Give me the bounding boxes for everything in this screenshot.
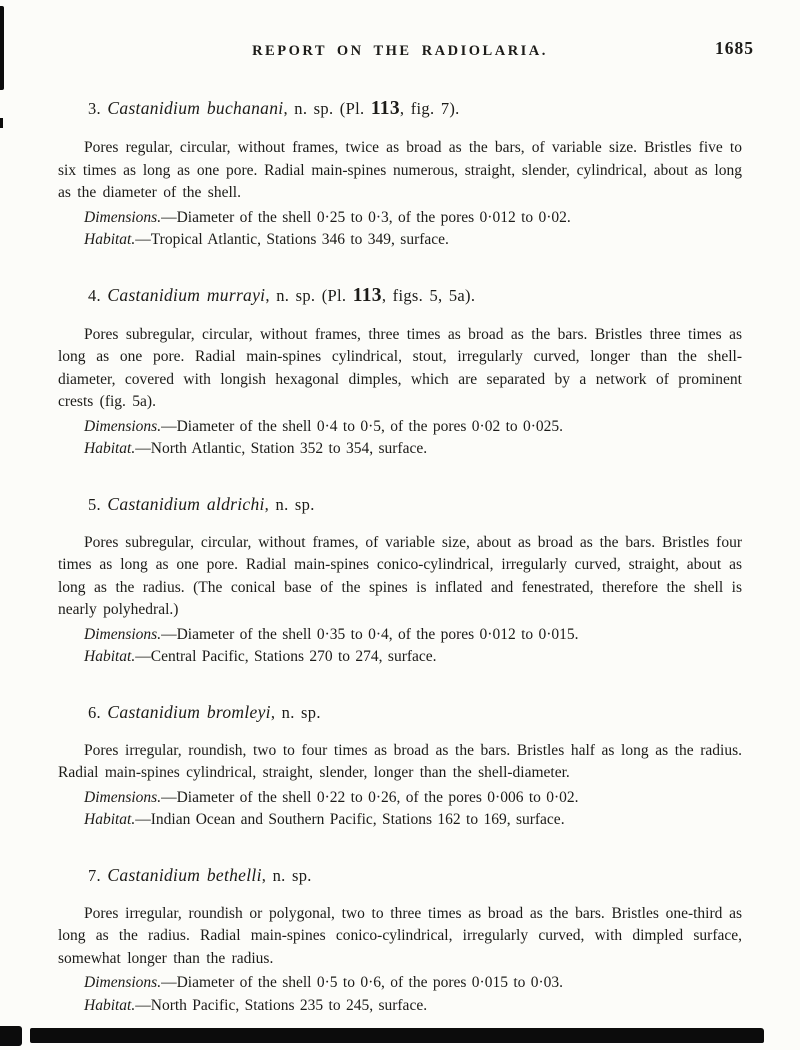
heading-rest: , n. sp. (264, 494, 315, 514)
habitat-text: —North Pacific, Stations 235 to 245, surface. (135, 996, 428, 1014)
habitat-text: —Tropical Atlantic, Stations 346 to 349, surface. (135, 231, 449, 248)
description-paragraph: Pores subregular, circular, without frames, three times as broad as the bars. Bristles three times as long as one pore. Radial main-spines cylindrical, stout, irregularly curved, longer than the shell-diameter, covered with longish hexagonal dimples, which are separated by a network of prominent crests (fig. 5a). (58, 325, 742, 410)
heading-rest: , n. sp. (Pl. (283, 99, 371, 118)
scan-artifact-bottom-bar (30, 1028, 764, 1043)
habitat-label: Habitat. (84, 231, 136, 248)
dimensions-label: Dimensions. (84, 417, 162, 435)
section-4 (58, 285, 742, 461)
dimensions-text: —Diameter of the shell 0·5 to 0·6, of the pores 0·015 to 0·03. (161, 974, 564, 991)
heading-rest: , n. sp. (261, 865, 312, 885)
heading-tail: , fig. 7). (399, 99, 460, 118)
dimensions-label: Dimensions. (84, 208, 162, 226)
section-heading (58, 98, 742, 120)
section-6 (58, 702, 742, 832)
section-3 (58, 98, 742, 252)
habitat-line (58, 809, 742, 832)
dimensions-line (58, 624, 742, 647)
description-paragraph: Pores subregular, circular, without frames, of variable size, about as broad as the bars. Bristles four times as long as one pore. Radial main-spines conico-cylindrical, irregularly curved, straight, about as long as the radius. (The conical base of the spines is inflated and fenestrated, therefore the shell is nearly polyhedral.) (58, 533, 742, 618)
page-header-title: REPORT ON THE RADIOLARIA. (252, 43, 548, 59)
heading-tail: , figs. 5, 5a). (381, 285, 476, 305)
dimensions-label: Dimensions. (84, 788, 162, 806)
section-number: 6. (88, 702, 101, 722)
section-7 (58, 865, 742, 1018)
dimensions-text: —Diameter of the shell 0·4 to 0·5, of the pores 0·02 to 0·025. (161, 417, 564, 435)
section-5 (58, 494, 742, 669)
plate-number: 113 (370, 98, 400, 119)
description-paragraph: Pores irregular, roundish, two to four times as broad as the bars. Bristles half as long as the radius. Radial main-spines cylindrical, straight, slender, longer than the shell-diameter. (58, 741, 742, 781)
scan-artifact-left-mark (0, 6, 4, 90)
dimensions-line (58, 207, 742, 230)
dimensions-line (58, 416, 742, 439)
section-heading (58, 285, 742, 307)
running-header (58, 38, 754, 64)
heading-rest: , n. sp. (270, 702, 321, 722)
habitat-line (58, 229, 742, 252)
section-number: 4. (88, 285, 101, 305)
scan-artifact-bottom-left (0, 1026, 22, 1046)
heading-rest: , n. sp. (Pl. (265, 285, 353, 305)
habitat-text: —Indian Ocean and Southern Pacific, Stations 162 to 169, surface. (135, 811, 565, 828)
habitat-label: Habitat. (84, 996, 136, 1014)
section-number: 3. (88, 99, 101, 118)
habitat-label: Habitat. (84, 811, 136, 828)
habitat-line (58, 646, 742, 669)
habitat-line (58, 438, 742, 461)
habitat-line (58, 995, 742, 1018)
section-heading (58, 702, 742, 723)
page-number: 1685 (715, 38, 754, 58)
dimensions-label: Dimensions. (84, 625, 162, 643)
section-number: 5. (88, 494, 101, 514)
plate-number: 113 (352, 284, 382, 306)
dimensions-text: —Diameter of the shell 0·22 to 0·26, of the pores 0·006 to 0·02. (161, 788, 579, 806)
dimensions-line (58, 972, 742, 995)
species-name: Castanidium buchanani (107, 98, 284, 118)
dimensions-label: Dimensions. (84, 974, 162, 991)
dimensions-text: —Diameter of the shell 0·25 to 0·3, of the pores 0·012 to 0·02. (161, 208, 571, 226)
dimensions-text: —Diameter of the shell 0·35 to 0·4, of the pores 0·012 to 0·015. (161, 625, 579, 643)
habitat-label: Habitat. (84, 648, 136, 665)
section-number: 7. (88, 865, 101, 885)
scan-artifact-left-dot (0, 118, 3, 128)
description-paragraph: Pores irregular, roundish or polygonal, two to three times as broad as the bars. Bristles one-third as long as the radius. Radial main-spines conico-cylindrical, irregularly curved, with dimpled surface, somewhat longer than the radius. (58, 904, 742, 967)
species-name: Castanidium aldrichi (107, 493, 265, 514)
species-name: Castanidium bethelli (107, 864, 262, 885)
habitat-text: —Central Pacific, Stations 270 to 274, surface. (135, 648, 437, 665)
section-heading (58, 865, 742, 886)
species-name: Castanidium bromleyi (107, 701, 271, 722)
section-heading (58, 494, 742, 515)
species-name: Castanidium murrayi (107, 284, 266, 305)
dimensions-line (58, 787, 742, 810)
description-paragraph: Pores regular, circular, without frames, twice as broad as the bars, of variable size. Bristles five to six times as long as one pore. Radial main-spines numerous, straight, slender, cylindrical, about as long as the diameter of the shell. (58, 139, 742, 201)
habitat-label: Habitat. (84, 440, 136, 457)
habitat-text: —North Atlantic, Station 352 to 354, surface. (135, 440, 428, 457)
